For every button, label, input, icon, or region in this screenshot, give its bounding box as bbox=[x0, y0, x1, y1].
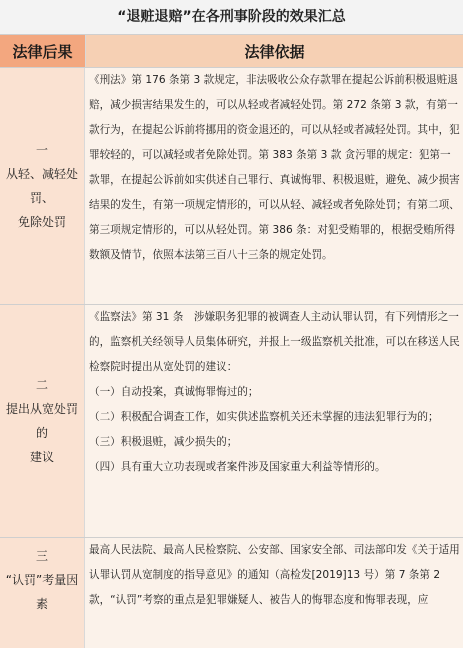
basis-item: （一）自动投案，真诚悔罪悔过的； bbox=[89, 386, 259, 398]
row-number: 一 bbox=[35, 143, 48, 157]
basis-text: 最高人民法院、最高人民检察院、公安部、国家安全部、司法部印发《关于适用认罪认罚从宽制度的指导意见》的通知（高检发[2019]13 号）第 7 条第 2 款，“认罚”考察的重点是犯罪嫌疑人、被告人的悔罪态度和悔罪表现，应 bbox=[89, 544, 460, 606]
basis-cell bbox=[85, 538, 463, 648]
table-row bbox=[0, 538, 463, 648]
consequence-line: 从轻、减轻处罚、 bbox=[5, 167, 78, 205]
consequence-line: 免除处罚 bbox=[17, 215, 66, 229]
table-title: “退赃退赔”在各刑事阶段的效果汇总 bbox=[0, 0, 463, 35]
table-row bbox=[0, 305, 463, 538]
basis-item: （二）积极配合调查工作，如实供述监察机关还未掌握的违法犯罪行为的； bbox=[89, 411, 439, 423]
consequence-line: 建议 bbox=[29, 450, 54, 464]
header-legal-basis: 法律依据 bbox=[86, 35, 463, 67]
table-row bbox=[0, 68, 463, 305]
basis-cell bbox=[85, 305, 463, 537]
consequence-cell bbox=[0, 538, 85, 648]
row-number: 三 bbox=[35, 549, 48, 563]
consequence-line: “认罚”考量因 bbox=[5, 573, 79, 587]
basis-text: 《刑法》第 176 条第 3 款规定，非法吸收公众存款罪在提起公诉前积极退赃退赔，减少损害结果发生的，可以从轻或者减轻处罚。第 272 条第 3 款，有第一款行为，在提起公诉前将挪用的资金退还的，可以从轻或者减轻处罚。其中，犯罪较轻的，可以减轻或者免除处罚。第 383 条第 3 款 贪污罪的规定：犯第一款罪，在提起公诉前如实供述自己罪行、真诚悔罪、积极退赃，避免、减少损害结果的发生，有第一项规定情形的，可以从轻、减轻或者免除处罚；有第二项、第三项规定情形的，可以从轻处罚。第 386 条：对犯受贿罪的，根据受贿所得数额及情节，依照本法第三百八十三条的规定处罚。 bbox=[89, 74, 460, 261]
header-legal-consequence: 法律后果 bbox=[0, 35, 86, 67]
basis-intro: 《监察法》第 31 条 涉嫌职务犯罪的被调查人主动认罪认罚，有下列情形之一的，监察机关经领导人员集体研究，并报上一级监察机关批准，可以在移送人民检察院时提出从宽处罚的建议： bbox=[89, 311, 460, 373]
basis-cell bbox=[85, 68, 463, 304]
basis-item: （四）具有重大立功表现或者案件涉及国家重大利益等情形的。 bbox=[89, 461, 386, 473]
table-header bbox=[0, 35, 463, 68]
row-number: 二 bbox=[35, 378, 48, 392]
consequence-cell bbox=[0, 68, 85, 304]
consequence-line: 素 bbox=[35, 597, 48, 611]
consequence-cell bbox=[0, 305, 85, 537]
basis-item: （三）积极退赃，减少损失的； bbox=[89, 436, 238, 448]
consequence-line: 提出从宽处罚的 bbox=[5, 402, 78, 440]
